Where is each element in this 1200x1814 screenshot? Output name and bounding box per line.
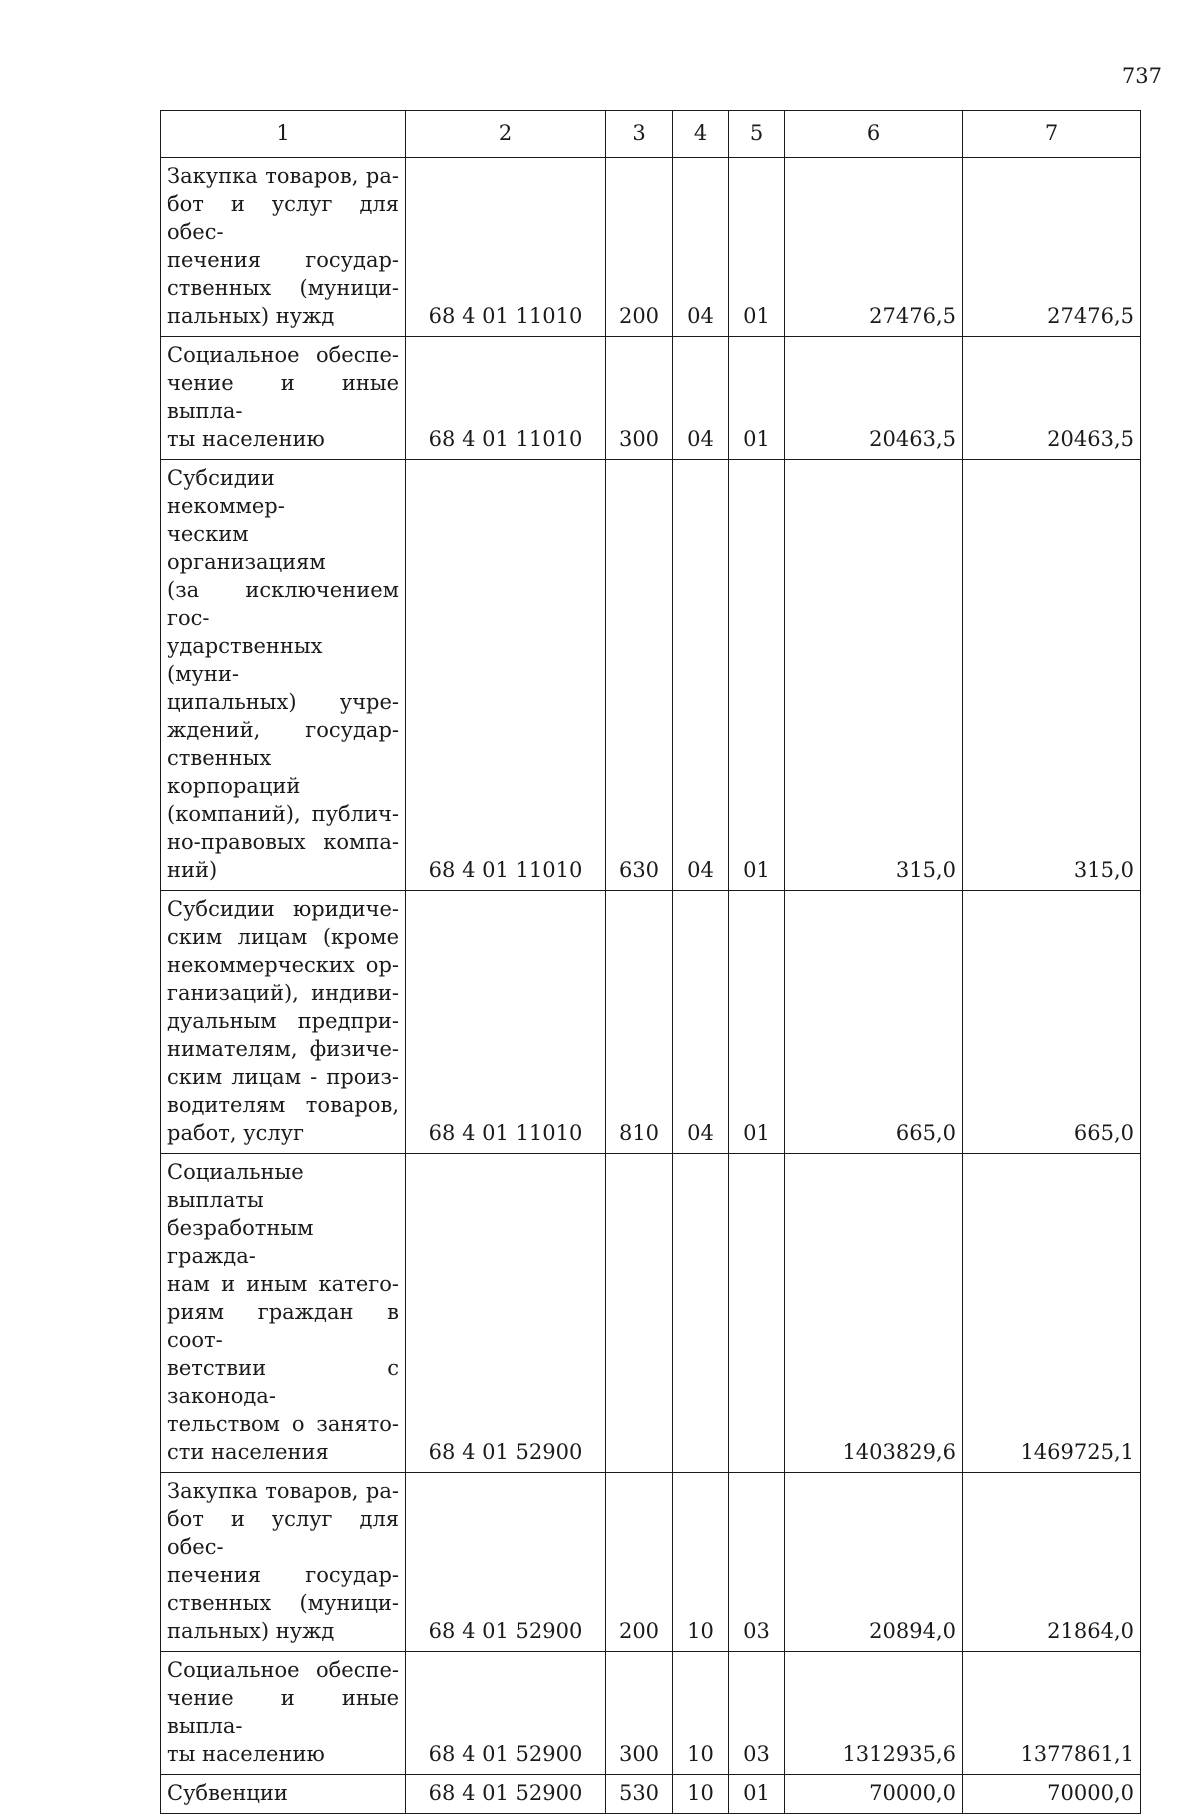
row-col-6: 665,0	[785, 891, 963, 1154]
row-name-line: нимателям, физиче-	[167, 1037, 399, 1061]
header-col-6: 6	[785, 111, 963, 158]
row-name-line: дуальным предпри-	[167, 1009, 399, 1033]
row-col-5: 01	[729, 1775, 785, 1814]
row-col-5: 01	[729, 158, 785, 337]
row-name-line: риям граждан в соот-	[167, 1300, 399, 1352]
row-code: 68 4 01 11010	[406, 337, 606, 460]
header-col-1: 1	[161, 111, 406, 158]
row-code: 68 4 01 52900	[406, 1652, 606, 1775]
row-col-4: 04	[673, 891, 729, 1154]
row-col-4: 04	[673, 158, 729, 337]
row-name-line: сти населения	[167, 1440, 329, 1464]
row-name	[161, 460, 406, 891]
row-col-7: 27476,5	[963, 158, 1141, 337]
row-col-6: 20894,0	[785, 1473, 963, 1652]
row-name-line: Закупка товаров, ра-	[167, 1479, 399, 1503]
header-col-7: 7	[963, 111, 1141, 158]
row-col-4	[673, 1154, 729, 1473]
row-col-5	[729, 1154, 785, 1473]
row-name-line: некоммерческих ор-	[167, 953, 399, 977]
row-code: 68 4 01 11010	[406, 460, 606, 891]
row-name-line: Социальное обеспе-	[167, 343, 399, 367]
row-name-line: пальных) нужд	[167, 1619, 335, 1643]
row-code: 68 4 01 11010	[406, 891, 606, 1154]
row-name-line: водителям товаров,	[167, 1093, 399, 1117]
row-col-6: 70000,0	[785, 1775, 963, 1814]
row-name	[161, 158, 406, 337]
row-name-line: ты населению	[167, 1742, 325, 1766]
row-name-line: чение и иные выпла-	[167, 1686, 399, 1738]
row-name-line: печения государ-	[167, 1563, 399, 1587]
row-col-6: 1403829,6	[785, 1154, 963, 1473]
row-name-line: ты населению	[167, 427, 325, 451]
row-col-4: 10	[673, 1473, 729, 1652]
row-code: 68 4 01 52900	[406, 1775, 606, 1814]
table-row	[161, 337, 1141, 460]
row-name-line: ским лицам (кроме	[167, 925, 399, 949]
row-name-line: ственных (муници-	[167, 1591, 399, 1615]
row-col-6: 1312935,6	[785, 1652, 963, 1775]
row-col-6: 20463,5	[785, 337, 963, 460]
header-row	[161, 111, 1141, 158]
row-name-line: (компаний), публич-	[167, 802, 399, 826]
row-name-line: (за исключением гос-	[167, 578, 399, 630]
budget-table	[160, 110, 1141, 1814]
page-number: 737	[1121, 64, 1162, 88]
header-col-2: 2	[406, 111, 606, 158]
row-name-line: печения государ-	[167, 248, 399, 272]
row-col-4: 10	[673, 1652, 729, 1775]
row-col-7: 665,0	[963, 891, 1141, 1154]
header-col-4: 4	[673, 111, 729, 158]
row-col-3	[606, 1154, 673, 1473]
row-name	[161, 1154, 406, 1473]
row-name-line: ударственных (муни-	[167, 634, 323, 686]
row-col-7: 315,0	[963, 460, 1141, 891]
row-name	[161, 1652, 406, 1775]
row-col-5: 01	[729, 891, 785, 1154]
row-name	[161, 1473, 406, 1652]
row-code: 68 4 01 52900	[406, 1473, 606, 1652]
row-name-line: ственных корпораций	[167, 746, 301, 798]
header-col-5: 5	[729, 111, 785, 158]
row-name-line: Социальное обеспе-	[167, 1658, 399, 1682]
table-row	[161, 1154, 1141, 1473]
row-col-4: 04	[673, 337, 729, 460]
row-col-4: 10	[673, 1775, 729, 1814]
row-col-3: 810	[606, 891, 673, 1154]
row-name-line: чение и иные выпла-	[167, 371, 399, 423]
row-name-line: ждений, государ-	[167, 718, 399, 742]
row-name	[161, 891, 406, 1154]
row-name	[161, 337, 406, 460]
row-col-4: 04	[673, 460, 729, 891]
row-col-3: 200	[606, 1473, 673, 1652]
row-col-6: 27476,5	[785, 158, 963, 337]
row-col-3: 300	[606, 1652, 673, 1775]
row-name-line: нам и иным катего-	[167, 1272, 399, 1296]
row-name-line: бот и услуг для обес-	[167, 192, 399, 244]
row-name-line: работ, услуг	[167, 1121, 305, 1145]
row-col-7: 20463,5	[963, 337, 1141, 460]
row-col-3: 300	[606, 337, 673, 460]
table-row	[161, 891, 1141, 1154]
row-col-7: 70000,0	[963, 1775, 1141, 1814]
row-col-5: 03	[729, 1652, 785, 1775]
row-name-line: ским лицам - произ-	[167, 1065, 399, 1089]
row-col-3: 200	[606, 158, 673, 337]
row-col-7: 1377861,1	[963, 1652, 1141, 1775]
row-col-6: 315,0	[785, 460, 963, 891]
row-col-5: 01	[729, 337, 785, 460]
header-col-3: 3	[606, 111, 673, 158]
row-name-line: безработным гражда-	[167, 1216, 314, 1268]
row-name-line: ческим организациям	[167, 522, 326, 574]
table-row	[161, 158, 1141, 337]
row-name-line: ветствии с законода-	[167, 1356, 399, 1408]
row-name-line: Субсидии некоммер-	[167, 466, 285, 518]
row-name-line: пальных) нужд	[167, 304, 335, 328]
table-row	[161, 460, 1141, 891]
row-name-line: тельством о занято-	[167, 1412, 399, 1436]
row-name-line: но-правовых компа-	[167, 830, 399, 854]
table-row	[161, 1652, 1141, 1775]
table-row	[161, 1473, 1141, 1652]
row-col-3: 630	[606, 460, 673, 891]
row-col-5: 03	[729, 1473, 785, 1652]
row-col-5: 01	[729, 460, 785, 891]
row-col-7: 21864,0	[963, 1473, 1141, 1652]
table-row	[161, 1775, 1141, 1814]
row-code: 68 4 01 52900	[406, 1154, 606, 1473]
row-col-3: 530	[606, 1775, 673, 1814]
row-name-line: ципальных) учре-	[167, 690, 399, 714]
row-name-line: ственных (муници-	[167, 276, 399, 300]
table-body	[161, 158, 1141, 1814]
row-name-line: ганизаций), индиви-	[167, 981, 399, 1005]
row-name-line: бот и услуг для обес-	[167, 1507, 399, 1559]
row-name-line: Субвенции	[167, 1781, 288, 1805]
row-name-line: Закупка товаров, ра-	[167, 164, 399, 188]
row-col-7: 1469725,1	[963, 1154, 1141, 1473]
row-name	[161, 1775, 406, 1814]
row-name-line: ний)	[167, 858, 218, 882]
row-name-line: Социальные выплаты	[167, 1160, 304, 1212]
row-code: 68 4 01 11010	[406, 158, 606, 337]
row-name-line: Субсидии юридиче-	[167, 897, 399, 921]
